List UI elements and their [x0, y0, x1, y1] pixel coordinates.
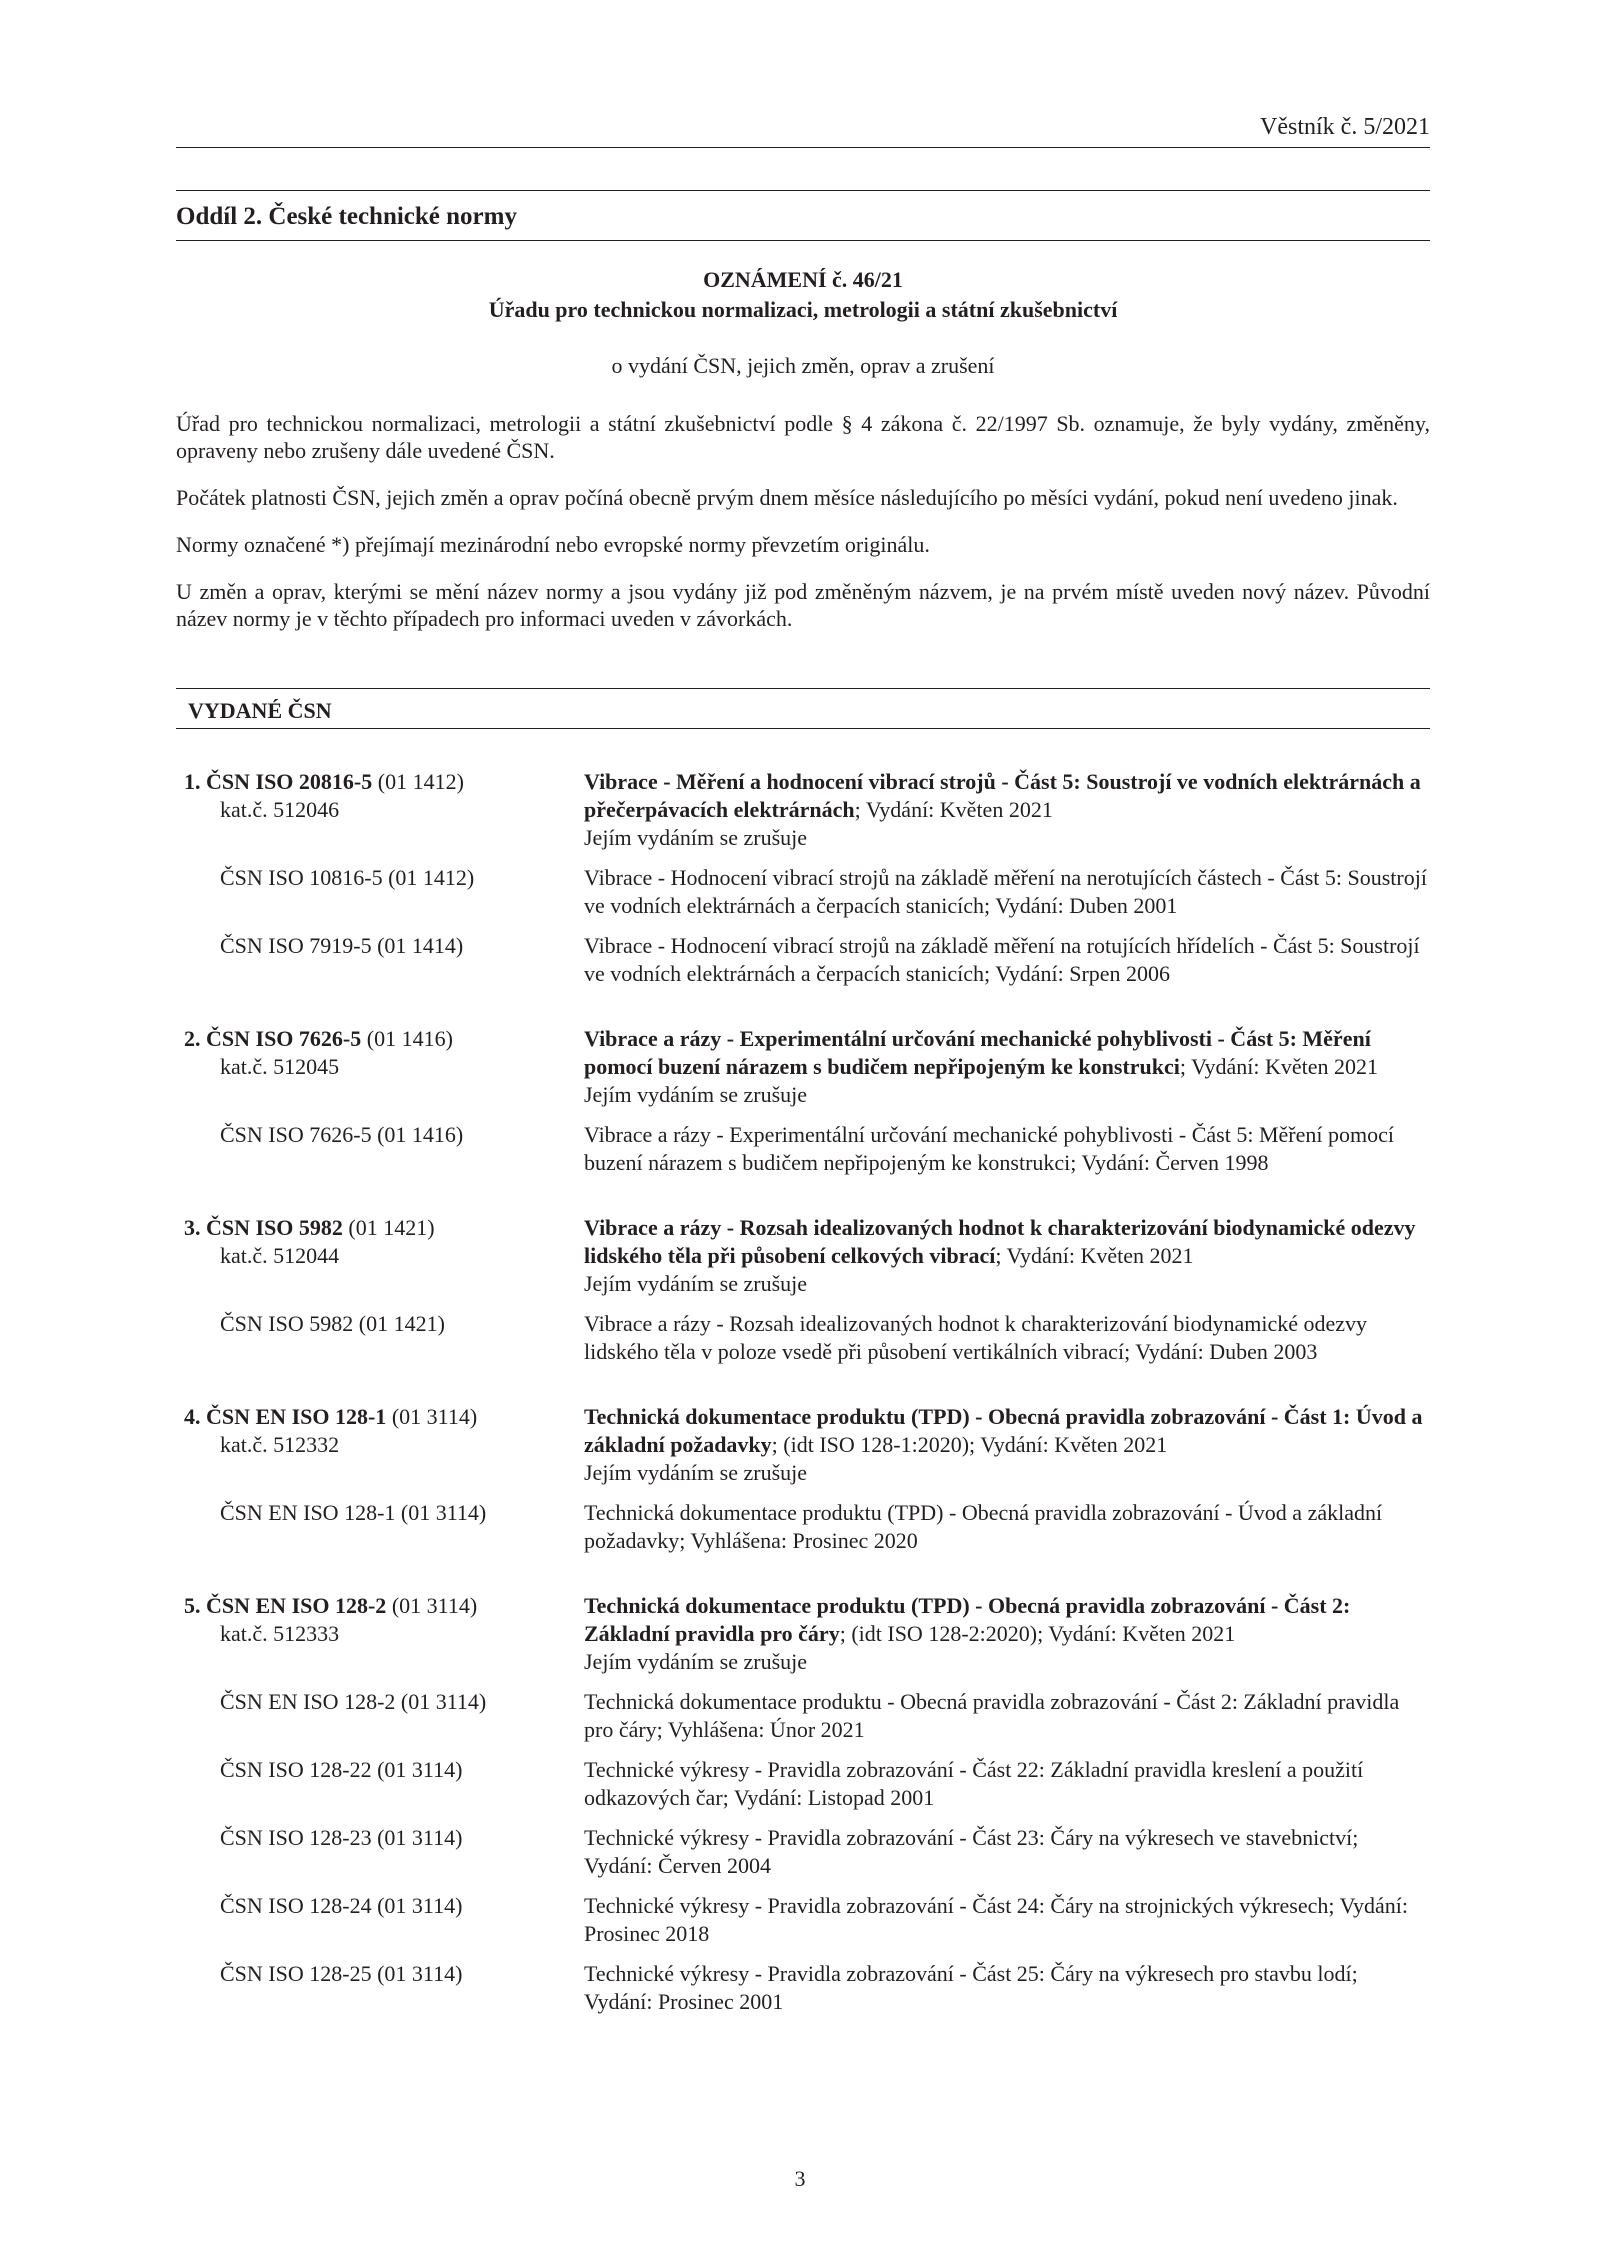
intro-paragraph: Počátek platnosti ČSN, jejich změn a oprav počíná obecně prvým dnem měsíce následujícího po měsíci vydání, pokud není uvedeno jinak.	[176, 485, 1398, 510]
norm-issue-info: ; Vydání: Květen 2021	[995, 1243, 1194, 1268]
replaced-norm-code: ČSN ISO 128-22 (01 3114)	[220, 1757, 463, 1782]
norm-entry	[176, 1403, 1430, 1555]
replacement-note: Jejím vydáním se zrušuje	[584, 1271, 808, 1296]
announcement-title: OZNÁMENÍ č. 46/21	[703, 267, 903, 292]
norm-title: Technická dokumentace produktu (TPD) - Obecná pravidla zobrazování - Část 2: Základní pravidla pro čáry	[584, 1593, 1351, 1646]
journal-header: Věstník č. 5/2021	[1260, 114, 1430, 140]
norm-entry-ids	[176, 1403, 584, 1487]
catalog-number: kat.č. 512044	[220, 1243, 340, 1268]
replaced-norm-code: ČSN EN ISO 128-1 (01 3114)	[220, 1500, 487, 1525]
catalog-number: kat.č. 512333	[220, 1621, 340, 1646]
catalog-number: kat.č. 512045	[220, 1054, 340, 1079]
replaced-norm-title: Vibrace - Hodnocení vibrací strojů na základě měření na rotujících hřídelích - Část 5: Soustrojí ve vodních elektrárnách a čerpacích stanicích; Vydání: Srpen 2006	[584, 933, 1420, 986]
norm-entry	[176, 768, 1430, 988]
norm-title: Technická dokumentace produktu (TPD) - Obecná pravidla zobrazování - Část 1: Úvod a základní požadavky	[584, 1404, 1423, 1457]
replaced-norm-code: ČSN ISO 128-25 (01 3114)	[220, 1961, 463, 1986]
replaced-norm-code: ČSN ISO 128-24 (01 3114)	[220, 1893, 463, 1918]
norm-class-code: (01 1421)	[348, 1215, 435, 1240]
section-rule-top	[176, 190, 1430, 191]
norm-entry-ids	[176, 1025, 584, 1109]
norm-entry-title	[584, 1403, 1430, 1487]
replaced-norm	[176, 1824, 1430, 1880]
replaced-norm	[176, 1310, 1430, 1366]
replaced-norm-code: ČSN ISO 5982 (01 1421)	[220, 1311, 445, 1336]
replaced-norm-code: ČSN ISO 10816-5 (01 1412)	[220, 865, 475, 890]
norm-entry-ids	[176, 768, 584, 852]
intro-paragraph: U změn a oprav, kterými se mění název normy a jsou vydány již pod změněným názvem, je na prvém místě uveden nový název. Původní název normy je v těchto případech pro informaci uveden v závorkách.	[176, 579, 1430, 631]
norm-issue-info: ; Vydání: Květen 2021	[854, 797, 1053, 822]
norm-entry-ids	[176, 1592, 584, 1676]
replaced-norm-title: Technická dokumentace produktu - Obecná pravidla zobrazování - Část 2: Základní pravidla pro čáry; Vyhlášena: Únor 2021	[584, 1689, 1400, 1742]
norm-number: 4. ČSN EN ISO 128-1	[184, 1404, 387, 1429]
norm-entry	[176, 1214, 1430, 1366]
norm-designation	[176, 768, 584, 796]
issued-entries	[176, 768, 1430, 2053]
replaced-norm	[176, 864, 1430, 920]
issued-rule-bottom	[176, 728, 1430, 729]
norm-title-line	[584, 1592, 1430, 1648]
norm-number: 1. ČSN ISO 20816-5	[184, 769, 373, 794]
norm-designation	[176, 1025, 584, 1053]
replaced-norm	[176, 1892, 1430, 1948]
norm-class-code: (01 1416)	[366, 1026, 453, 1051]
norm-title-line	[584, 768, 1430, 824]
norm-number: 3. ČSN ISO 5982	[184, 1215, 343, 1240]
replacement-note: Jejím vydáním se zrušuje	[584, 1649, 808, 1674]
norm-class-code: (01 1412)	[377, 769, 464, 794]
replaced-norm-title: Vibrace - Hodnocení vibrací strojů na základě měření na nerotujících částech - Část 5: Soustrojí ve vodních elektrárnách a čerpacích stanicích; Vydání: Duben 2001	[584, 865, 1427, 918]
replaced-norm-title: Vibrace a rázy - Experimentální určování mechanické pohyblivosti - Část 5: Měření pomocí buzení nárazem s budičem nepřipojeným ke konstrukci; Vydání: Červen 1998	[584, 1122, 1394, 1175]
norm-entry-main	[176, 1025, 1430, 1109]
norm-entry-title	[584, 768, 1430, 852]
norm-title-line	[584, 1403, 1430, 1459]
replaced-norm-code: ČSN ISO 7919-5 (01 1414)	[220, 933, 464, 958]
page-number: 3	[794, 2166, 806, 2191]
replaced-norm-ids	[176, 1892, 584, 1948]
norm-designation	[176, 1592, 584, 1620]
replaced-norm	[176, 1688, 1430, 1744]
replaced-norm-title: Technické výkresy - Pravidla zobrazování - Část 25: Čáry na výkresech pro stavbu lodí; Vydání: Prosinec 2001	[584, 1961, 1358, 2014]
norm-entry-main	[176, 1214, 1430, 1298]
norm-entry-main	[176, 768, 1430, 852]
announcement-subject: o vydání ČSN, jejich změn, oprav a zrušení	[611, 353, 995, 378]
replaced-norm	[176, 1756, 1430, 1812]
norm-entry	[176, 1025, 1430, 1177]
section-rule-bottom	[176, 240, 1430, 241]
replaced-norm-title: Technické výkresy - Pravidla zobrazování - Část 24: Čáry na strojnických výkresech; Vydání: Prosinec 2018	[584, 1893, 1409, 1946]
norm-issue-info: ; (idt ISO 128-1:2020); Vydání: Květen 2021	[771, 1432, 1168, 1457]
intro-paragraph: Úřad pro technickou normalizaci, metrologii a státní zkušebnictví podle § 4 zákona č. 22/1997 Sb. oznamuje, že byly vydány, změněny, opraveny nebo zrušeny dále uvedené ČSN.	[176, 411, 1430, 463]
announcement-intro	[176, 410, 1430, 652]
norm-entry	[176, 1592, 1430, 2016]
norm-entry-ids	[176, 1214, 584, 1298]
norm-number: 5. ČSN EN ISO 128-2	[184, 1593, 387, 1618]
replaced-norm-ids	[176, 1688, 584, 1744]
header-rule	[176, 147, 1430, 148]
replaced-norm-ids	[176, 932, 584, 988]
replaced-norm-ids	[176, 1310, 584, 1366]
norm-class-code: (01 3114)	[391, 1593, 478, 1618]
replaced-norm-ids	[176, 864, 584, 920]
replaced-norm-title: Vibrace a rázy - Rozsah idealizovaných hodnot k charakterizování biodynamické odezvy lidského těla v poloze vsedě při působení vertikálních vibrací; Vydání: Duben 2003	[584, 1311, 1368, 1364]
replaced-norm-ids	[176, 1756, 584, 1812]
replaced-norm	[176, 1121, 1430, 1177]
replaced-norm	[176, 932, 1430, 988]
replacement-note: Jejím vydáním se zrušuje	[584, 1460, 808, 1485]
replaced-norm-title: Technická dokumentace produktu (TPD) - Obecná pravidla zobrazování - Úvod a základní požadavky; Vyhlášena: Prosinec 2020	[584, 1500, 1383, 1553]
norm-class-code: (01 3114)	[391, 1404, 478, 1429]
norm-issue-info: ; Vydání: Květen 2021	[1179, 1054, 1379, 1079]
issued-rule-top	[176, 688, 1430, 689]
catalog-number: kat.č. 512332	[220, 1432, 340, 1457]
replaced-norm-ids	[176, 1960, 584, 2016]
replaced-norm	[176, 1960, 1430, 2016]
norm-designation	[176, 1403, 584, 1431]
replaced-norm-ids	[176, 1499, 584, 1555]
intro-paragraph: Normy označené *) přejímají mezinárodní nebo evropské normy převzetím originálu.	[176, 532, 930, 557]
norm-entry-main	[176, 1403, 1430, 1487]
replaced-norm-ids	[176, 1824, 584, 1880]
norm-entry-title	[584, 1214, 1430, 1298]
replaced-norm-code: ČSN ISO 128-23 (01 3114)	[220, 1825, 463, 1850]
norm-number: 2. ČSN ISO 7626-5	[184, 1026, 362, 1051]
replaced-norm-title: Technické výkresy - Pravidla zobrazování - Část 22: Základní pravidla kreslení a použití odkazových čar; Vydání: Listopad 2001	[584, 1757, 1364, 1810]
section-title: Oddíl 2. České technické normy	[176, 203, 517, 230]
replacement-note: Jejím vydáním se zrušuje	[584, 825, 808, 850]
replaced-norm-title: Technické výkresy - Pravidla zobrazování - Část 23: Čáry na výkresech ve stavebnictví; Vydání: Červen 2004	[584, 1825, 1359, 1878]
norm-entry-title	[584, 1592, 1430, 1676]
replaced-norm-code: ČSN ISO 7626-5 (01 1416)	[220, 1122, 464, 1147]
norm-entry-title	[584, 1025, 1430, 1109]
norm-designation	[176, 1214, 584, 1242]
norm-title: Vibrace a rázy - Experimentální určování mechanické pohyblivosti - Část 5: Měření pomocí buzení nárazem s budičem nepřipojeným ke konstrukci	[584, 1026, 1371, 1079]
norm-title: Vibrace - Měření a hodnocení vibrací strojů - Část 5: Soustrojí ve vodních elektrárnách a přečerpávacích elektrárnách	[584, 769, 1421, 822]
replaced-norm-code: ČSN EN ISO 128-2 (01 3114)	[220, 1689, 487, 1714]
norm-title: Vibrace a rázy - Rozsah idealizovaných hodnot k charakterizování biodynamické odezvy lidského těla při působení celkových vibrací	[584, 1215, 1416, 1268]
replaced-norm	[176, 1499, 1430, 1555]
norm-title-line	[584, 1214, 1430, 1270]
issued-heading: VYDANÉ ČSN	[188, 698, 332, 723]
announcement-authority: Úřadu pro technickou normalizaci, metrologii a státní zkušebnictví	[488, 297, 1118, 322]
catalog-number: kat.č. 512046	[220, 797, 340, 822]
norm-title-line	[584, 1025, 1430, 1081]
norm-issue-info: ; (idt ISO 128-2:2020); Vydání: Květen 2021	[839, 1621, 1236, 1646]
norm-entry-main	[176, 1592, 1430, 1676]
announcement-heading	[176, 265, 1430, 325]
replacement-note: Jejím vydáním se zrušuje	[584, 1082, 808, 1107]
replaced-norm-ids	[176, 1121, 584, 1177]
